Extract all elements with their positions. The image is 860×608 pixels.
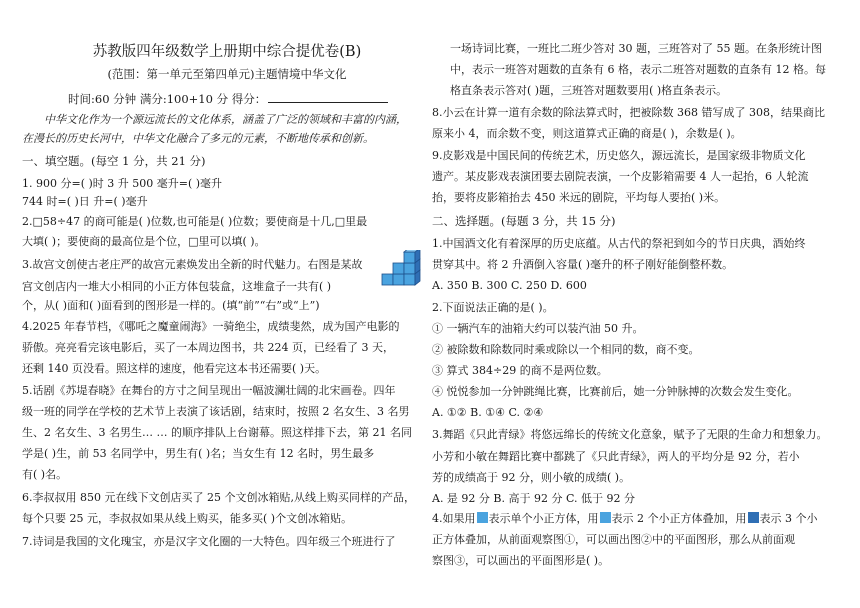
question-line: 中，表示一班答对题数的直条有 6 格，表示二班答对题数的直条有 12 格。每	[450, 63, 826, 76]
q4-text: 4.如果用	[432, 512, 476, 525]
left-column	[22, 0, 432, 608]
question-line: 正方体叠加，从前面观察图①，可以画出图②中的平面图形，那么从前面观	[432, 533, 795, 546]
question-line: 原来小 4，而余数不变，则这道算式正确的商是( )，余数是( )。	[432, 127, 742, 140]
question-line: 5.话剧《苏堤春晓》在舞台的方寸之间呈现出一幅波澜壮阔的北宋画卷。四年	[22, 384, 396, 397]
question-line: 大填( )；要使商的最高位是个位，□里可以填( )。	[22, 235, 266, 248]
question-line: 2.下面说法正确的是( )。	[432, 301, 554, 314]
q4-text: 表示单个小正方体，用	[488, 512, 599, 525]
question-line: 7.诗词是我国的文化瑰宝，亦是汉字文化圈的一大特色。四年级三个班进行了	[22, 535, 396, 548]
question-line: 8.小云在计算一道有余数的除法算式时，把被除数 368 错写成了 308，结果商比	[432, 106, 825, 119]
intro-line: 在漫长的历史长河中，中华文化融合了多元的元素，不断地传承和创新。	[22, 132, 374, 145]
choice-options[interactable]: A. 350 B. 300 C. 250 D. 600	[432, 279, 587, 292]
question-line: 一场诗词比赛，一班比二班少答对 30 题，三班答对了 55 题。在条形统计图	[450, 42, 822, 55]
section-title-choice: 二、选择题。(每题 3 分，共 15 分)	[432, 214, 616, 228]
question-line: 3.舞蹈《只此青绿》将悠远绵长的传统文化意象，赋予了无限的生命力和想象力。	[432, 428, 828, 441]
statement-line: ③ 算式 384÷29 的商不是两位数。	[432, 364, 608, 377]
question-line: 每个只要 25 元，李叔叔如果从线上购买，能多买( )个文创冰箱贴。	[22, 512, 353, 525]
question-line: 744 时=( )日 升=( )毫升	[22, 195, 148, 208]
time-score-line	[68, 91, 388, 107]
choice-options[interactable]: A. ①② B. ①④ C. ②④	[432, 406, 544, 419]
question-line: 有( )名。	[22, 468, 68, 481]
time-score-text: 时间:60 分钟 满分:100+10 分 得分：	[68, 92, 267, 106]
score-blank[interactable]	[268, 92, 388, 103]
question-line: 贯穿其中。将 2 升酒倒入容量( )毫升的杯子刚好能倒整杯数。	[432, 258, 734, 271]
question-line: 1. 900 分=( )时 3 升 500 毫升=( )毫升	[22, 177, 223, 190]
q4-text: 表示 2 个小正方体叠加，用	[611, 512, 747, 525]
q4-text: 表示 3 个小	[759, 512, 818, 525]
question-line: 9.皮影戏是中国民间的传统艺术，历史悠久，源远流长，是国家级非物质文化	[432, 149, 806, 162]
question-line: 抬，要将皮影箱抬去 450 米远的剧院，平均每人要抬( )米。	[432, 191, 726, 204]
question-line: 宫文创店内一堆大小相同的小正方体包装盒，这堆盒子一共有( )	[22, 280, 332, 293]
question-line: 级一班的同学在学校的艺术节上表演了该话剧，结束时，按照 2 名女生、3 名男	[22, 405, 410, 418]
question-line: 1.中国酒文化有着深厚的历史底蕴。从古代的祭祀到如今的节日庆典，酒始终	[432, 237, 806, 250]
statement-line: ④ 悦悦参加一分钟跳绳比赛，比赛前后，她一分钟脉搏的次数会发生变化。	[432, 385, 799, 398]
question-line: 还剩 140 页没看。照这样的速度，他看完这本书还需要( )天。	[22, 362, 327, 375]
question-line: 遗产。某皮影戏表演团要去剧院表演，一个皮影箱需要 4 人一起抬，6 人轮流	[432, 170, 809, 183]
question-line: 学是( )生，前 53 名同学中，男生有( )名；当女生有 12 名时，男生最多	[22, 447, 375, 460]
cube-stack-figure	[378, 250, 424, 290]
double-cube-icon	[600, 512, 611, 523]
question-line: 个，从( )面和( )面看到的图形是一样的。(填“前”“右”或“上”)	[22, 299, 320, 312]
intro-paragraph	[22, 110, 427, 148]
question-line: 格直条表示答对( )题，三班答对题数要用( )格直条表示。	[450, 84, 728, 97]
question-line: 生、2 名女生、3 名男生… … 的顺序排队上台谢幕。照这样排下去，第 21 名同	[22, 426, 412, 439]
intro-line: 中华文化作为一个源远流长的文化体系，涵盖了广泛的领域和丰富的内涵，	[44, 113, 407, 126]
choice-options[interactable]: A. 是 92 分 B. 高于 92 分 C. 低于 92 分	[432, 492, 635, 505]
question-line: 芳的成绩高于 92 分，则小敏的成绩( )。	[432, 471, 631, 484]
question-line: 3.故宫文创使古老庄严的故宫元素焕发出全新的时代魅力。右图是某故	[22, 258, 363, 271]
exam-title: 苏教版四年级数学上册期中综合提优卷(B)	[92, 44, 362, 60]
question-line: 小芳和小敏在舞蹈比赛中都跳了《只此青绿》，两人的平均分是 92 分，若小	[432, 450, 800, 463]
question-line: 6.李叔叔用 850 元在线下文创店买了 25 个文创冰箱贴,从线上购买同样的产品，	[22, 491, 415, 504]
right-column	[432, 0, 844, 608]
triple-cube-icon	[748, 512, 759, 523]
statement-line: ② 被除数和除数同时乘或除以一个相同的数，商不变。	[432, 343, 700, 356]
question-line: 2.□58÷47 的商可能是( )位数,也可能是( )位数；要使商是十几,□里最	[22, 215, 368, 228]
exam-subtitle: (范围：第一单元至第四单元)主题情境中华文化	[107, 67, 347, 81]
question-line: 4.2025 年春节档，《哪吒之魔童闹海》一骑绝尘，成绩斐然，成为国产电影的	[22, 320, 400, 333]
question-line: 察图③，可以画出的平面图形是( )。	[432, 554, 610, 567]
single-cube-icon	[477, 512, 488, 523]
question-line: 骄傲。亮亮看完该电影后，买了一本周边图书，共 224 页，已经看了 3 天，	[22, 341, 394, 354]
section-title-fill: 一、填空题。(每空 1 分，共 21 分)	[22, 154, 206, 168]
statement-line: ① 一辆汽车的油箱大约可以装汽油 50 升。	[432, 322, 644, 335]
question-4-line	[432, 512, 818, 526]
